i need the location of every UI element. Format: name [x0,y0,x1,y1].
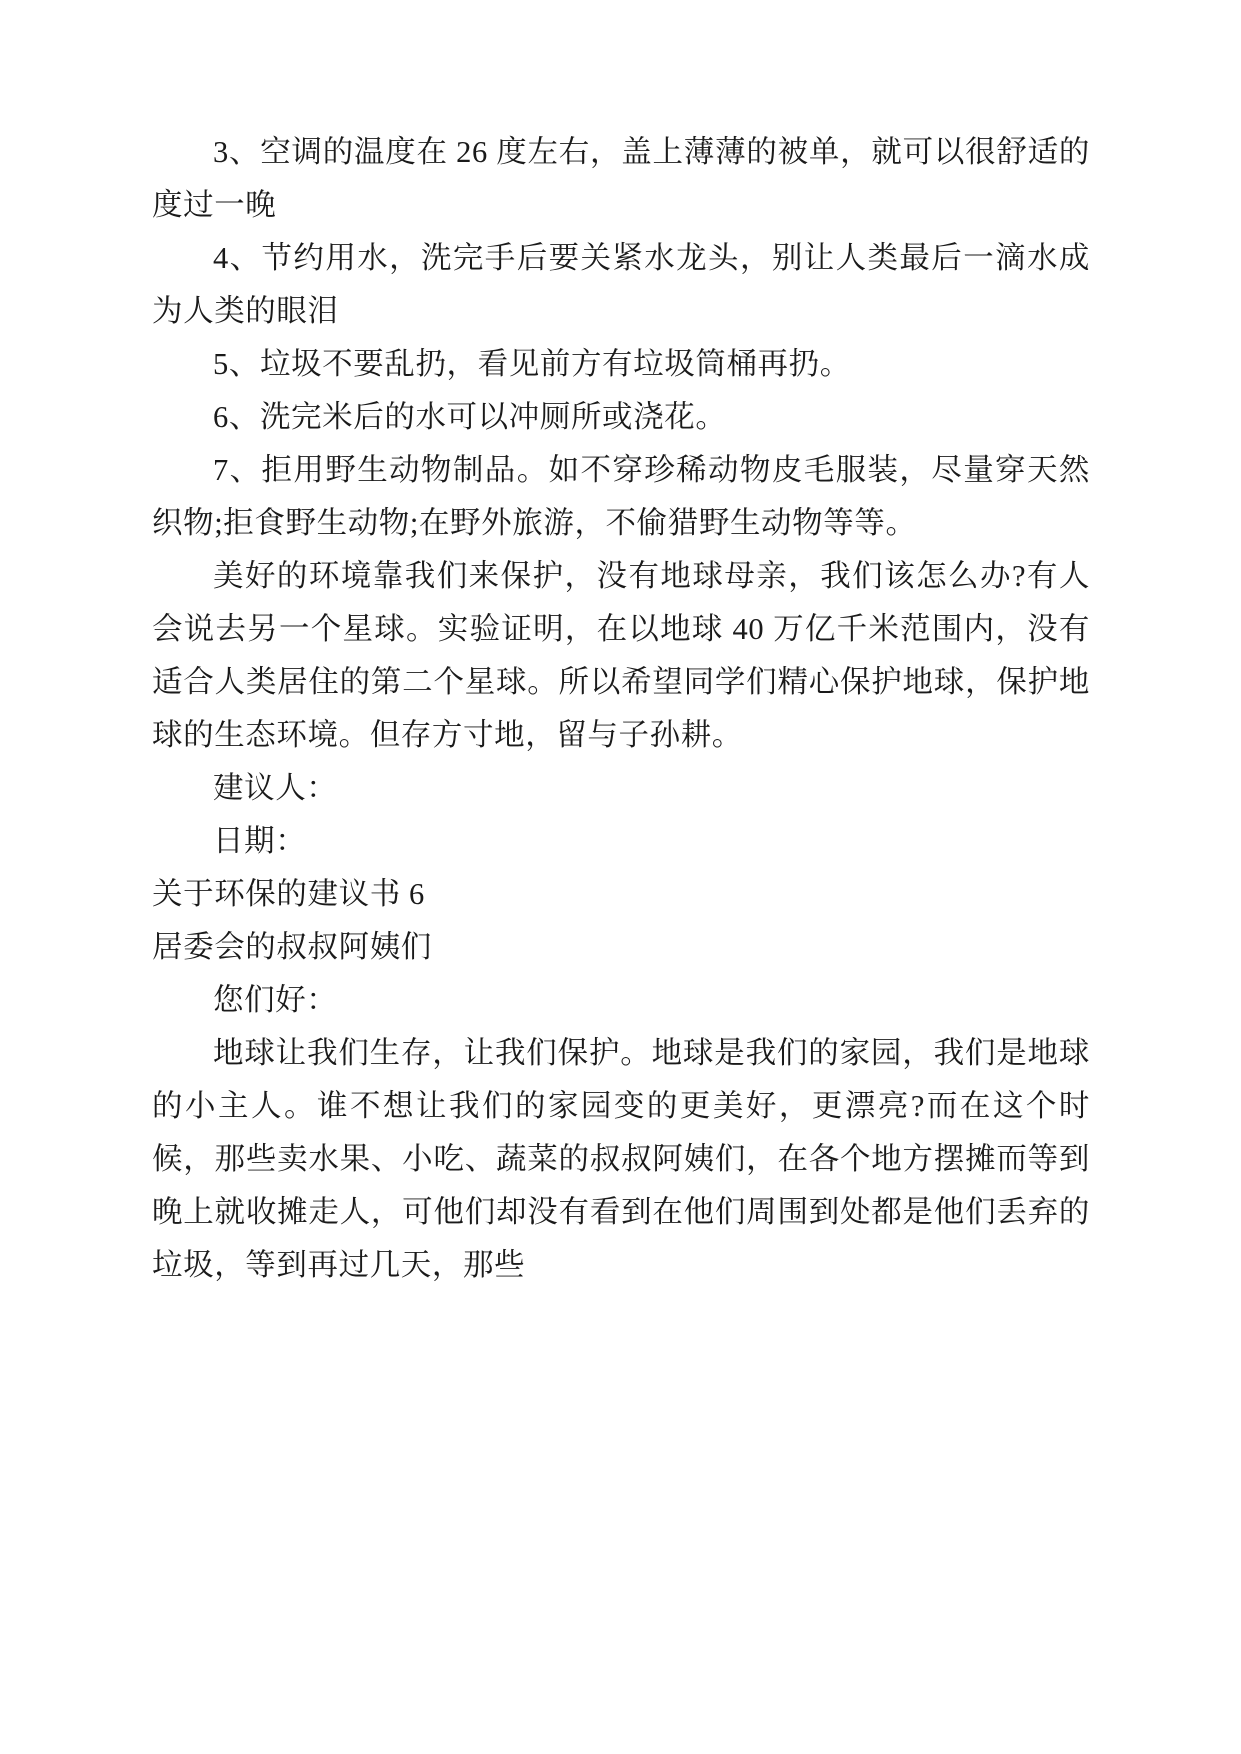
body-paragraph: 地球让我们生存，让我们保护。地球是我们的家园，我们是地球的小主人。谁不想让我们的家园变的更美好，更漂亮?而在这个时候，那些卖水果、小吃、蔬菜的叔叔阿姨们，在各个地方摆摊而等到晚上就收摊走人，可他们却没有看到在他们周围到处都是他们丢弃的垃圾，等到再过几天，那些 [152,1036,1090,1282]
section-title: 关于环保的建议书 6 [152,877,425,911]
paragraph-item-5: 5、垃圾不要乱扔，看见前方有垃圾筒桶再扔。 [213,347,851,381]
paragraph-item-6: 6、洗完米后的水可以冲厕所或浇花。 [213,400,727,434]
paragraph-item-7: 7、拒用野生动物制品。如不穿珍稀动物皮毛服装，尽量穿天然织物;拒食野生动物;在野外旅游，不偷猎野生动物等等。 [152,453,1090,540]
greeting-line: 您们好： [213,983,338,1017]
signature-line: 建议人： [213,771,338,805]
salutation-target: 居委会的叔叔阿姨们 [152,930,432,964]
paragraph-item-3: 3、空调的温度在 26 度左右，盖上薄薄的被单，就可以很舒适的度过一晚 [152,135,1090,222]
document-body [152,126,1090,1292]
date-line: 日期： [213,824,307,858]
paragraph-closing: 美好的环境靠我们来保护，没有地球母亲，我们该怎么办?有人会说去另一个星球。实验证明，在以地球 40 万亿千米范围内，没有适合人类居住的第二个星球。所以希望同学们精心保护地球，保护地球的生态环境。但存方寸地，留与子孙耕。 [152,559,1090,752]
paragraph-item-4: 4、节约用水，洗完手后要关紧水龙头，别让人类最后一滴水成为人类的眼泪 [152,241,1090,328]
